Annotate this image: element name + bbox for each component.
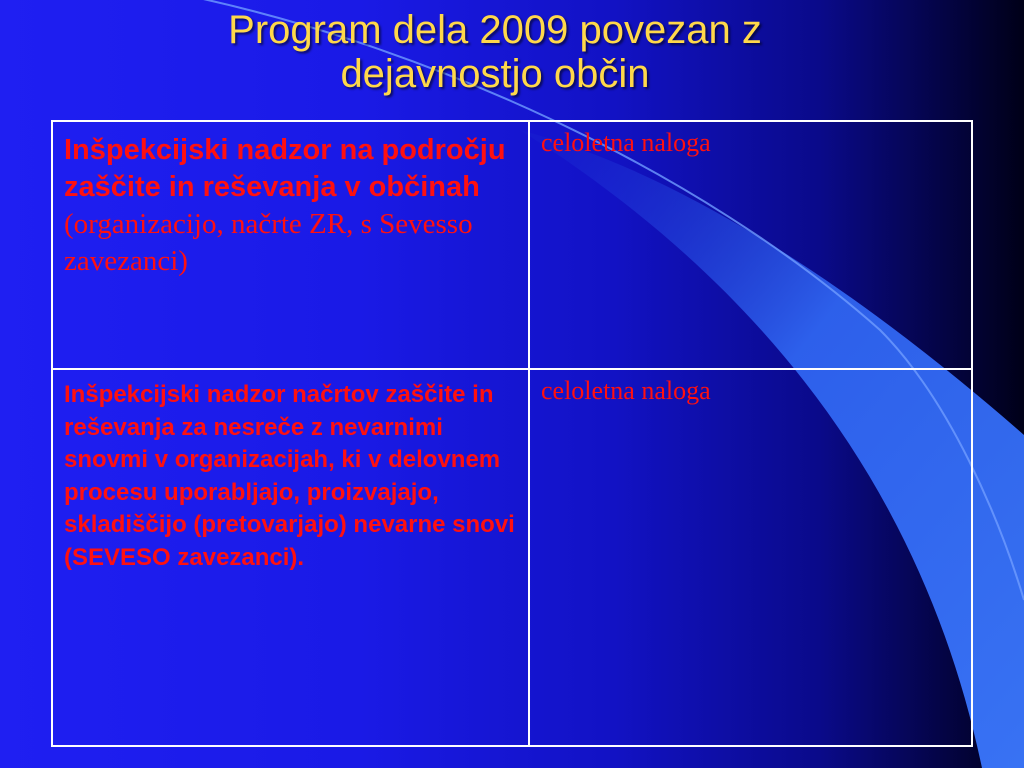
row-2-task-text: Inšpekcijski nadzor načrtov zaščite in reševanja za nesreče z nevarnimi snovmi v organizacijah, ki v delovnem procesu uporabljajo, proizvajajo, skladiščijo (pretovarjajo) nevarne snovi (SEVESO zavezanci). <box>64 381 515 571</box>
row-2-term-cell <box>530 370 971 745</box>
program-table <box>51 120 973 747</box>
row-1-task-cell <box>53 122 530 370</box>
row-1-task-text: Inšpekcijski nadzor na področju zaščite in reševanja v občinah <box>64 134 506 203</box>
slide-title-line-1: Program dela 2009 povezan z <box>228 8 762 52</box>
row-2-term-text: celoletna naloga <box>541 376 711 405</box>
slide-title-line-2: dejavnostjo občin <box>340 52 650 96</box>
row-1-task-note: (organizacijo, načrte ZR, s Sevesso zavezanci) <box>64 208 473 277</box>
row-1-term-cell <box>530 122 971 370</box>
slide-title <box>80 8 910 96</box>
row-1-term-text: celoletna naloga <box>541 128 711 157</box>
row-2-task-cell <box>53 370 530 745</box>
